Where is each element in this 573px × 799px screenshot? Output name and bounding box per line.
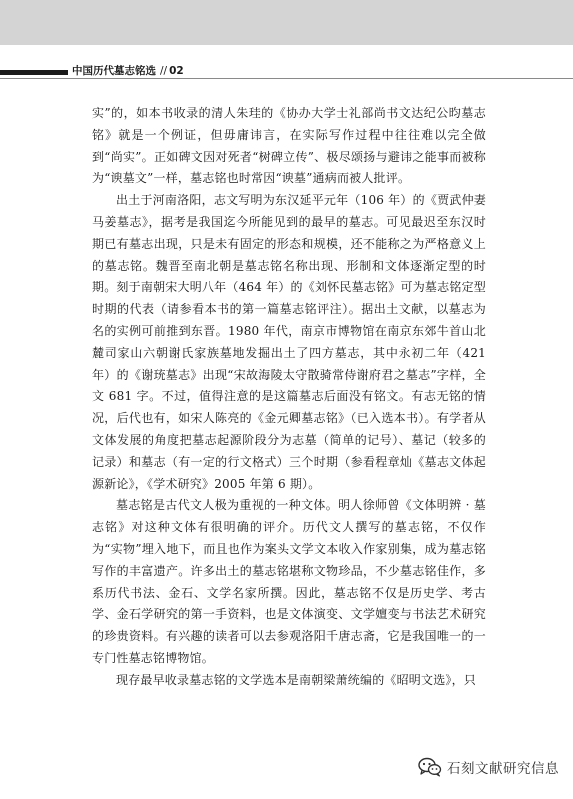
running-head-title	[72, 63, 184, 79]
running-head-accent-bar	[0, 70, 68, 75]
header-rule	[0, 78, 573, 79]
watermark-text: 石刻文献研究信息	[447, 761, 559, 777]
paragraph: 现存最早收录墓志铭的文学选本是南朝梁萧统编的《昭明文选》，只	[116, 672, 477, 687]
top-gray-band	[0, 0, 573, 45]
body-text	[92, 103, 486, 692]
title-separator: //	[160, 65, 168, 77]
running-head	[0, 63, 250, 79]
watermark	[418, 755, 559, 779]
paragraph: 墓志铭是古代文人极为重视的一种文体。明人徐师曾《文体明辨 · 墓志铭》对这种文体有很明确的评介。历代文人撰写的墓志铭，不仅作为“实物”埋入地下，而且也作为案头文学文本收入作家别集，成为墓志铭写作的丰富遗产。许多出土的墓志铭堪称文物珍品，不少墓志铭佳作，多系历代书法、金石、文学名家所撰。因此，墓志铭不仅是历史学、考古学、金石学研究的第一手资料，也是文体演变、文学嬗变与书法艺术研究的珍贵资料。有兴趣的读者可以去参观洛阳千唐志斋，它是我国唯一的一专门性墓志铭博物馆。	[92, 498, 486, 665]
paragraph: 出土于河南洛阳，志文写明为东汉延平元年（106 年）的《贾武仲妻马姜墓志》，据考是我国迄今所能见到的最早的墓志。可见最迟至东汉时期已有墓志出现，只是未有固定的形态和规模，还不能称之为严格意义上的墓志铭。魏晋至南北朝是墓志铭名称出现、形制和文体逐渐定型的时期。刻于南朝宋大明八年（464 年）的《刘怀民墓志铭》可为墓志铭定型时期的代表（请参看本书的第一篇墓志铭评注）。据出土文献，以墓志为名的实例可前推到东晋。1980 年代，南京市博物馆在南京东郊牛首山北麓司家山六朝谢氏家族墓地发掘出土了四方墓志，其中永初二年（421 年）的《谢珫墓志》出现“宋故海陵太守散骑常侍谢府君之墓志”字样，全文 681 字。不过，值得注意的是这篇墓志后面没有铭文。有志无铭的情况，后代也有，如宋人陈亮的《金元卿墓志铭》（已入选本书）。有学者从文体发展的角度把墓志起源阶段分为志墓（简单的记号）、墓记（较多的记录）和墓志（有一定的行文格式）三个时期（参看程章灿《墓志文体起源新论》，《学术研究》2005 年第 6 期）。	[92, 193, 486, 491]
page-number: 02	[169, 65, 184, 77]
wechat-logo-icon	[418, 757, 442, 777]
paragraph: 实”的，如本书收录的清人朱珪的《协办大学士礼部尚书文达纪公昀墓志铭》就是一个例证，但毋庸讳言，在实际写作过程中往往难以完全做到“尚实”。正如碑文因对死者“树碑立传”、极尽颂扬与避讳之能事而被称为“谀墓文”一样，墓志铭也时常因“谀墓”通病而被人批评。	[92, 106, 486, 186]
book-title: 中国历代墓志铭选	[72, 65, 156, 77]
